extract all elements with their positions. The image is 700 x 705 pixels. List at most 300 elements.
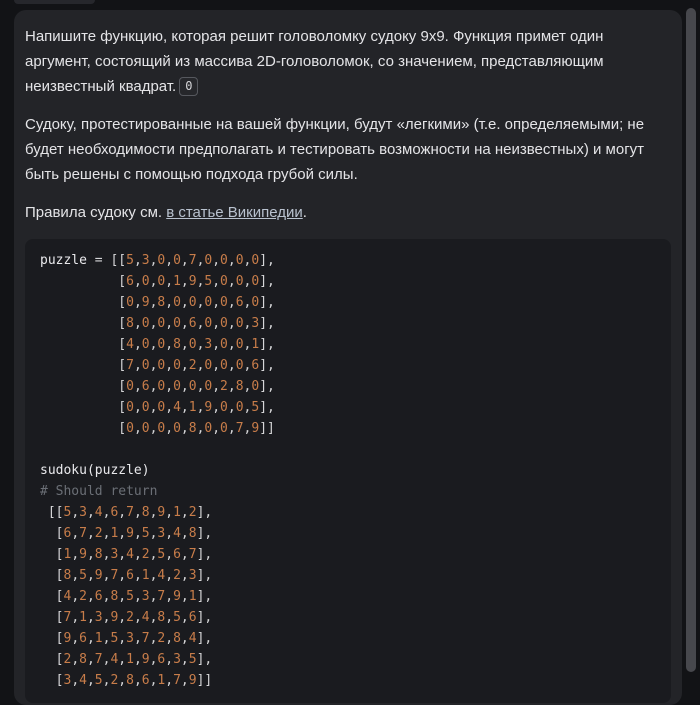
paragraph-3-suffix: . — [302, 204, 307, 221]
code-token: , — [267, 274, 275, 289]
code-token: , — [102, 673, 111, 688]
code-token: 6 — [188, 316, 197, 331]
code-token: 4 — [110, 652, 119, 667]
code-token: 8 — [235, 379, 244, 394]
code-token: [ — [118, 358, 127, 373]
code-token: 0 — [204, 295, 213, 310]
code-token: , — [133, 631, 142, 646]
code-line — [40, 670, 656, 691]
code-token: , — [196, 400, 205, 415]
code-token: 6 — [126, 568, 134, 583]
code-token: , — [149, 337, 158, 352]
code-token: , — [212, 421, 221, 436]
code-token: 3 — [141, 589, 150, 604]
code-token: , — [165, 316, 174, 331]
code-token: 5 — [110, 631, 119, 646]
code-token: ] — [196, 589, 205, 604]
code-token: , — [102, 526, 111, 541]
code-token: 0 — [157, 421, 166, 436]
code-token: ] — [259, 358, 268, 373]
code-token: [ — [55, 568, 64, 583]
code-line — [40, 607, 656, 628]
paragraph-3-prefix: Правила судоку см. — [25, 204, 167, 221]
code-token — [40, 652, 56, 667]
code-token: 5 — [141, 526, 150, 541]
code-token: , — [165, 421, 174, 436]
code-token: , — [165, 337, 174, 352]
code-line — [40, 544, 656, 565]
code-token: [ — [55, 610, 64, 625]
scrollbar-thumb[interactable] — [686, 8, 696, 672]
code-token: , — [196, 295, 205, 310]
code-token: , — [86, 652, 95, 667]
code-token: 9 — [126, 526, 134, 541]
code-token: 0 — [235, 316, 244, 331]
code-token: 7 — [126, 358, 134, 373]
code-token: , — [133, 400, 142, 415]
code-token: 3 — [204, 337, 213, 352]
code-token: 7 — [141, 631, 150, 646]
code-token: 0 — [173, 295, 181, 310]
code-token — [40, 337, 118, 352]
code-token: , — [118, 610, 127, 625]
code-token: ] — [259, 253, 268, 268]
code-token: 0 — [220, 358, 228, 373]
code-token: [ — [118, 274, 127, 289]
code-token: 2 — [188, 358, 197, 373]
code-token: , — [180, 253, 189, 268]
code-token: 0 — [235, 253, 244, 268]
code-token: , — [149, 631, 158, 646]
code-token: 0 — [204, 379, 213, 394]
code-token: 3 — [141, 253, 150, 268]
code-token: 1 — [157, 673, 166, 688]
code-token: 0 — [235, 358, 244, 373]
code-token: , — [102, 589, 111, 604]
code-token: , — [267, 253, 275, 268]
code-token: ] — [259, 421, 268, 436]
code-line — [40, 502, 656, 523]
code-token: , — [165, 610, 174, 625]
code-token: 1 — [188, 589, 197, 604]
code-token: 0 — [220, 295, 228, 310]
code-token: 7 — [188, 253, 197, 268]
code-token: 0 — [126, 379, 134, 394]
code-token: [ — [118, 400, 127, 415]
code-token: , — [180, 400, 189, 415]
code-token: 0 — [141, 421, 150, 436]
code-token: 0 — [220, 400, 228, 415]
code-token: , — [165, 568, 174, 583]
code-token: 0 — [251, 379, 260, 394]
code-token: 0 — [157, 316, 166, 331]
code-token: , — [243, 379, 252, 394]
code-token: , — [118, 526, 127, 541]
code-token: , — [86, 589, 95, 604]
kata-description-card — [14, 10, 682, 705]
code-token: 9 — [251, 421, 260, 436]
code-token: , — [227, 358, 236, 373]
code-token: , — [118, 631, 127, 646]
code-token: 2 — [94, 526, 103, 541]
code-token: , — [165, 505, 174, 520]
code-token: , — [71, 652, 80, 667]
code-token: , — [204, 652, 213, 667]
code-token: , — [243, 253, 252, 268]
code-token: , — [212, 400, 221, 415]
code-token: 8 — [63, 568, 72, 583]
code-token: , — [212, 295, 221, 310]
code-token: ] — [259, 337, 268, 352]
code-token: , — [133, 610, 142, 625]
code-token: 0 — [173, 421, 181, 436]
code-token: 6 — [251, 358, 260, 373]
code-token: 0 — [188, 379, 197, 394]
description-paragraph-2: Судоку, протестированные на вашей функции, будут «легкими» (т.е. определяемыми; не будет необходимости предполагать и тестировать возможности на неизвестных) и могут быть решены с помощью подхода грубой силы. — [25, 116, 645, 183]
code-token: 9 — [63, 631, 72, 646]
code-line — [40, 586, 656, 607]
code-line — [40, 439, 656, 460]
code-token: 0 — [157, 337, 166, 352]
code-token: 5 — [94, 673, 103, 688]
code-token: , — [165, 526, 174, 541]
code-token — [40, 421, 118, 436]
code-token: , — [212, 337, 221, 352]
code-token: 0 — [235, 274, 244, 289]
code-token: 2 — [63, 652, 72, 667]
code-token: 7 — [126, 505, 134, 520]
code-token: ] — [196, 505, 205, 520]
code-token: 3 — [251, 316, 260, 331]
code-token: , — [133, 337, 142, 352]
description-paragraph-3 — [25, 200, 671, 225]
code-token: , — [267, 358, 275, 373]
code-line — [40, 355, 656, 376]
code-token: , — [118, 568, 127, 583]
code-token: , — [86, 526, 95, 541]
code-line — [40, 313, 656, 334]
code-token: 9 — [141, 295, 150, 310]
code-token: , — [118, 589, 127, 604]
code-token: sudoku(puzzle) — [40, 463, 150, 478]
code-token: , — [149, 505, 158, 520]
code-block — [25, 239, 671, 703]
code-token: , — [149, 526, 158, 541]
code-token: , — [71, 568, 80, 583]
code-token: , — [149, 568, 158, 583]
code-token: , — [196, 274, 205, 289]
code-line — [40, 649, 656, 670]
code-token: , — [204, 505, 213, 520]
code-token: , — [180, 274, 189, 289]
code-token: , — [180, 652, 189, 667]
code-content — [40, 250, 656, 691]
code-token: 9 — [157, 505, 166, 520]
code-token: 1 — [63, 547, 72, 562]
code-token: 0 — [157, 253, 166, 268]
code-token: 0 — [204, 253, 213, 268]
code-token: , — [71, 526, 80, 541]
code-token: , — [133, 316, 142, 331]
code-token: 1 — [188, 400, 197, 415]
code-token — [40, 379, 118, 394]
code-token: , — [227, 295, 236, 310]
code-token: , — [165, 400, 174, 415]
code-token: , — [243, 400, 252, 415]
inline-code-zero: 0 — [179, 77, 198, 96]
code-token: 2 — [220, 379, 228, 394]
code-token: , — [212, 379, 221, 394]
code-token: 3 — [94, 610, 103, 625]
code-token: , — [133, 652, 142, 667]
wikipedia-link[interactable]: в статье Википедии — [166, 204, 303, 221]
code-token — [40, 358, 118, 373]
code-token: , — [149, 547, 158, 562]
code-token: , — [165, 673, 174, 688]
code-token: 8 — [173, 631, 181, 646]
code-token: , — [204, 526, 213, 541]
code-token: , — [149, 589, 158, 604]
code-token: 5 — [204, 274, 213, 289]
code-token: , — [165, 589, 174, 604]
code-token: , — [149, 610, 158, 625]
code-token: 7 — [235, 421, 244, 436]
code-token: , — [149, 316, 158, 331]
code-token: 8 — [173, 337, 181, 352]
code-token: 8 — [126, 316, 134, 331]
code-token: 0 — [173, 358, 181, 373]
code-token: , — [227, 253, 236, 268]
code-token: , — [133, 589, 142, 604]
code-token: , — [133, 253, 142, 268]
code-token: 0 — [141, 337, 150, 352]
code-token: , — [149, 358, 158, 373]
code-token: 9 — [204, 400, 213, 415]
code-token: 0 — [157, 379, 166, 394]
code-token: , — [180, 568, 189, 583]
code-token: 2 — [141, 547, 150, 562]
code-token: , — [204, 547, 213, 562]
code-token: 5 — [126, 253, 134, 268]
code-token: , — [196, 253, 205, 268]
code-token: 1 — [251, 337, 260, 352]
code-token: , — [243, 274, 252, 289]
code-token: 0 — [220, 316, 228, 331]
tab-remnant[interactable] — [14, 0, 95, 4]
code-token: , — [165, 358, 174, 373]
code-token: , — [227, 421, 236, 436]
code-token: , — [243, 358, 252, 373]
code-token: 2 — [126, 610, 134, 625]
code-token: [ — [55, 589, 64, 604]
code-token: 8 — [157, 610, 166, 625]
code-token: , — [243, 316, 252, 331]
code-token: 0 — [220, 274, 228, 289]
code-token: , — [133, 673, 142, 688]
code-line — [40, 481, 656, 502]
code-token: 6 — [110, 505, 119, 520]
code-token: , — [71, 505, 80, 520]
description-paragraph-1 — [25, 24, 671, 99]
code-token: 3 — [110, 547, 119, 562]
code-token: 0 — [126, 421, 134, 436]
code-token: , — [165, 652, 174, 667]
code-token: 0 — [141, 358, 150, 373]
code-token: 0 — [173, 253, 181, 268]
code-token: , — [180, 673, 189, 688]
code-token: , — [133, 295, 142, 310]
code-token: , — [133, 526, 142, 541]
code-token: , — [204, 610, 213, 625]
code-token: , — [86, 547, 95, 562]
code-token: 4 — [188, 631, 197, 646]
code-token: 8 — [79, 652, 87, 667]
code-token: , — [196, 421, 205, 436]
code-token: 9 — [94, 568, 103, 583]
code-token: [ — [47, 505, 56, 520]
code-token — [40, 274, 118, 289]
code-line — [40, 292, 656, 313]
code-token — [40, 295, 118, 310]
code-token — [40, 316, 118, 331]
code-token: , — [180, 631, 189, 646]
code-token: , — [212, 253, 221, 268]
code-token: , — [212, 316, 221, 331]
code-token — [40, 442, 48, 457]
code-token: 0 — [220, 337, 228, 352]
code-token: 0 — [157, 358, 166, 373]
code-token: = — [86, 253, 111, 268]
code-token: 0 — [235, 337, 244, 352]
code-token: 7 — [63, 610, 72, 625]
code-token: , — [165, 295, 174, 310]
code-token: [ — [55, 631, 64, 646]
code-token: 1 — [79, 610, 87, 625]
code-token: 3 — [157, 526, 166, 541]
code-token: 0 — [251, 274, 260, 289]
code-token: 4 — [173, 526, 181, 541]
code-token: , — [165, 631, 174, 646]
code-token: , — [71, 673, 80, 688]
code-token: [ — [118, 421, 127, 436]
code-token: 9 — [110, 610, 119, 625]
code-token: , — [102, 652, 111, 667]
code-token: 4 — [173, 400, 181, 415]
code-token: 7 — [188, 547, 197, 562]
code-token: 8 — [94, 547, 103, 562]
code-token: 6 — [141, 673, 150, 688]
code-token — [40, 673, 56, 688]
code-token: , — [86, 631, 95, 646]
code-token: 6 — [141, 379, 150, 394]
code-token: 0 — [173, 379, 181, 394]
code-token: , — [180, 337, 189, 352]
code-token: 0 — [220, 421, 228, 436]
code-line — [40, 250, 656, 271]
code-token: , — [118, 652, 127, 667]
code-token: 2 — [157, 631, 166, 646]
code-token: 0 — [204, 316, 213, 331]
code-token: [ — [118, 253, 127, 268]
code-token: 8 — [141, 505, 150, 520]
code-token: , — [243, 337, 252, 352]
code-token: , — [196, 316, 205, 331]
code-token: , — [180, 316, 189, 331]
code-token — [40, 547, 56, 562]
code-token: 5 — [79, 568, 87, 583]
code-token: , — [133, 358, 142, 373]
code-token: , — [212, 274, 221, 289]
code-token: 0 — [126, 400, 134, 415]
code-token: , — [204, 568, 213, 583]
code-token: 2 — [110, 673, 119, 688]
code-token: , — [165, 253, 174, 268]
code-token: ] — [196, 526, 205, 541]
code-token: # Should return — [40, 484, 158, 499]
code-token: , — [149, 274, 158, 289]
code-token: , — [102, 547, 111, 562]
code-token: , — [149, 652, 158, 667]
code-token: 0 — [157, 400, 166, 415]
code-token: 3 — [173, 652, 181, 667]
code-token: 6 — [79, 631, 87, 646]
code-line — [40, 376, 656, 397]
code-token: ] — [196, 631, 205, 646]
code-token: [ — [55, 505, 64, 520]
code-token: 5 — [173, 610, 181, 625]
code-token: ] — [259, 274, 268, 289]
code-line — [40, 523, 656, 544]
code-token: , — [196, 358, 205, 373]
code-token: [ — [110, 253, 119, 268]
code-token: 3 — [79, 505, 87, 520]
code-token — [40, 526, 56, 541]
code-token: , — [86, 673, 95, 688]
code-token: , — [102, 631, 111, 646]
code-token: , — [165, 547, 174, 562]
code-token: , — [212, 358, 221, 373]
code-token: 3 — [126, 631, 134, 646]
code-token: , — [196, 379, 205, 394]
code-token: , — [180, 505, 189, 520]
code-token: 7 — [157, 589, 166, 604]
code-token: 8 — [126, 673, 134, 688]
code-token: 0 — [173, 316, 181, 331]
code-token: , — [149, 379, 158, 394]
code-token: puzzle — [40, 253, 87, 268]
code-token: , — [133, 421, 142, 436]
code-token: 5 — [126, 589, 134, 604]
code-token: 1 — [141, 568, 150, 583]
code-token: ] — [267, 421, 275, 436]
code-token: , — [180, 589, 189, 604]
code-token: 9 — [79, 547, 87, 562]
code-token: 7 — [173, 673, 181, 688]
code-token: , — [267, 400, 275, 415]
code-token: 0 — [251, 295, 260, 310]
code-line — [40, 334, 656, 355]
code-token: 4 — [79, 673, 87, 688]
code-token: 0 — [141, 400, 150, 415]
code-token: [ — [118, 295, 127, 310]
code-token: , — [180, 379, 189, 394]
code-token: 6 — [173, 547, 181, 562]
code-token: 2 — [188, 505, 197, 520]
code-token: , — [227, 337, 236, 352]
code-token: 1 — [110, 526, 119, 541]
code-token: 7 — [79, 526, 87, 541]
code-token: , — [267, 316, 275, 331]
